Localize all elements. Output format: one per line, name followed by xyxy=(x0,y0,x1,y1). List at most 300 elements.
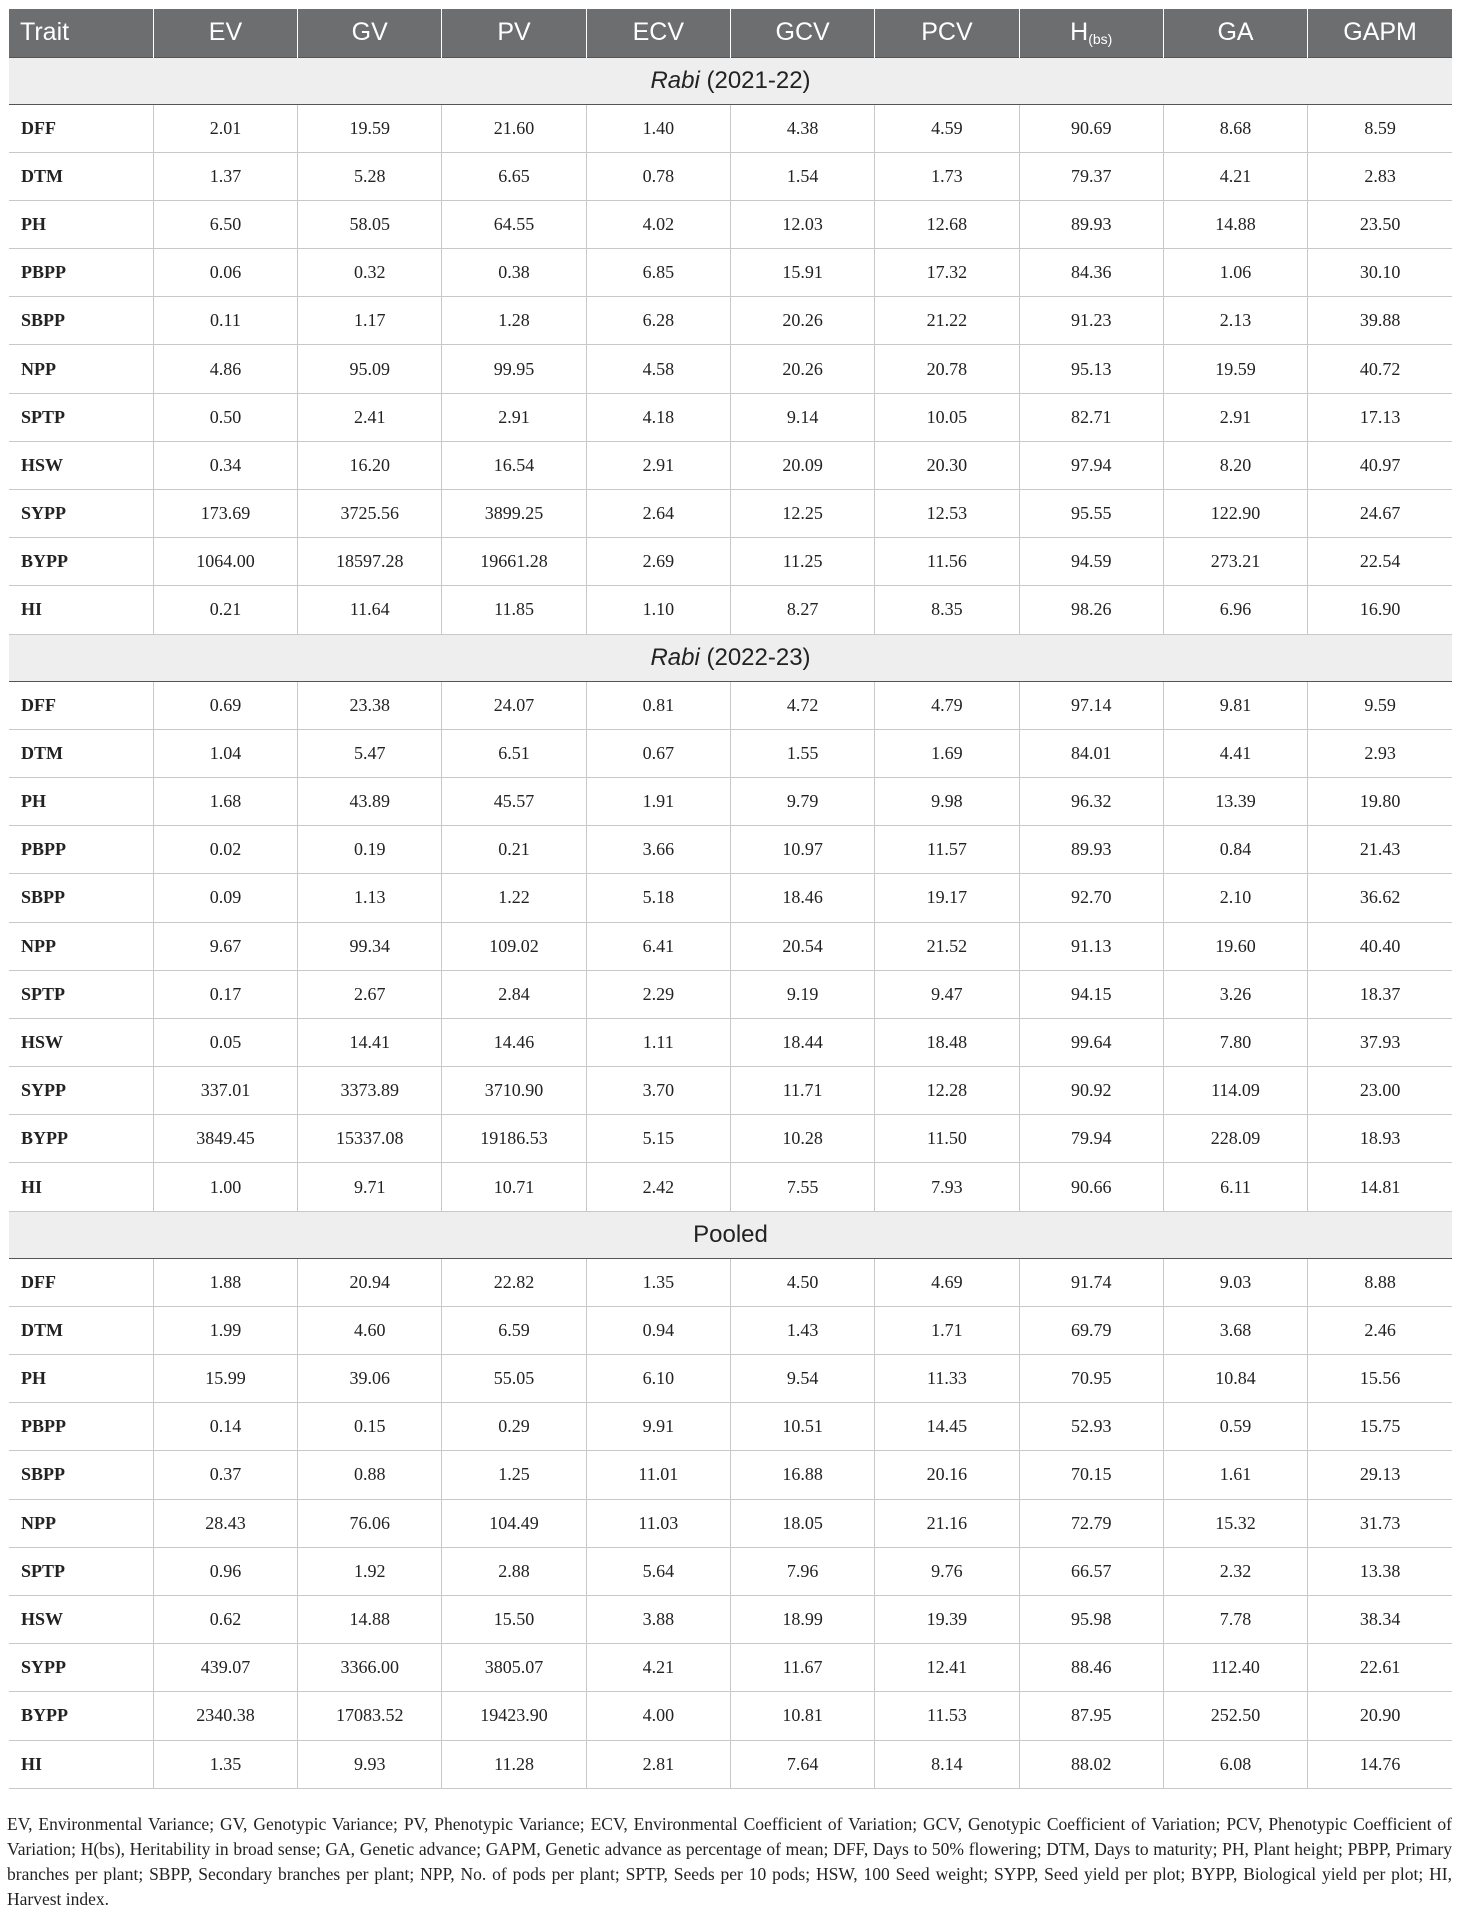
cell-pv: 19661.28 xyxy=(442,538,586,586)
cell-gcv: 12.25 xyxy=(730,490,874,538)
cell-gapm: 38.34 xyxy=(1308,1595,1452,1643)
table-row xyxy=(9,1644,1452,1692)
cell-pv: 11.28 xyxy=(442,1740,586,1788)
cell-pcv: 4.59 xyxy=(875,104,1019,152)
cell-hbs: 90.66 xyxy=(1019,1163,1163,1211)
cell-gapm: 22.61 xyxy=(1308,1644,1452,1692)
cell-ga: 273.21 xyxy=(1163,538,1307,586)
cell-hbs: 90.69 xyxy=(1019,104,1163,152)
cell-ev: 0.17 xyxy=(153,970,297,1018)
cell-gcv: 9.79 xyxy=(730,777,874,825)
cell-pcv: 18.48 xyxy=(875,1018,1019,1066)
cell-gapm: 29.13 xyxy=(1308,1451,1452,1499)
cell-pv: 15.50 xyxy=(442,1595,586,1643)
cell-pcv: 9.98 xyxy=(875,777,1019,825)
cell-hbs: 70.95 xyxy=(1019,1355,1163,1403)
table-row xyxy=(9,538,1452,586)
cell-ev: 1.35 xyxy=(153,1740,297,1788)
table-row xyxy=(9,1306,1452,1354)
cell-gv: 15337.08 xyxy=(298,1115,442,1163)
cell-ev: 0.14 xyxy=(153,1403,297,1451)
cell-pv: 1.25 xyxy=(442,1451,586,1499)
cell-ga: 1.06 xyxy=(1163,249,1307,297)
cell-gv: 23.38 xyxy=(298,681,442,729)
cell-gapm: 40.97 xyxy=(1308,441,1452,489)
cell-pv: 19423.90 xyxy=(442,1692,586,1740)
cell-pcv: 12.28 xyxy=(875,1067,1019,1115)
cell-gcv: 4.50 xyxy=(730,1258,874,1306)
cell-ga: 2.10 xyxy=(1163,874,1307,922)
cell-ecv: 1.91 xyxy=(586,777,730,825)
table-row xyxy=(9,1692,1452,1740)
cell-trait: NPP xyxy=(9,345,153,393)
cell-hbs: 98.26 xyxy=(1019,586,1163,634)
cell-trait: BYPP xyxy=(9,538,153,586)
table-row xyxy=(9,393,1452,441)
cell-pcv: 21.52 xyxy=(875,922,1019,970)
col-header-trait: Trait xyxy=(9,9,153,57)
cell-gv: 99.34 xyxy=(298,922,442,970)
cell-ecv: 1.11 xyxy=(586,1018,730,1066)
genetic-variability-table xyxy=(9,9,1452,1789)
cell-gv: 1.17 xyxy=(298,297,442,345)
section-header-row xyxy=(9,1211,1452,1258)
cell-pcv: 1.69 xyxy=(875,729,1019,777)
table-row xyxy=(9,1018,1452,1066)
cell-ecv: 2.64 xyxy=(586,490,730,538)
cell-ga: 9.03 xyxy=(1163,1258,1307,1306)
cell-trait: SYPP xyxy=(9,1644,153,1692)
cell-hbs: 95.55 xyxy=(1019,490,1163,538)
cell-ev: 1.00 xyxy=(153,1163,297,1211)
cell-gcv: 10.97 xyxy=(730,826,874,874)
table-row xyxy=(9,297,1452,345)
cell-pv: 1.28 xyxy=(442,297,586,345)
table-row xyxy=(9,970,1452,1018)
cell-hbs: 52.93 xyxy=(1019,1403,1163,1451)
cell-hbs: 92.70 xyxy=(1019,874,1163,922)
section-title xyxy=(9,634,1452,681)
cell-trait: NPP xyxy=(9,922,153,970)
cell-hbs: 69.79 xyxy=(1019,1306,1163,1354)
cell-gcv: 4.38 xyxy=(730,104,874,152)
cell-pcv: 11.57 xyxy=(875,826,1019,874)
table-container xyxy=(9,9,1452,1789)
cell-gapm: 8.88 xyxy=(1308,1258,1452,1306)
cell-ga: 4.41 xyxy=(1163,729,1307,777)
cell-pv: 6.59 xyxy=(442,1306,586,1354)
table-row xyxy=(9,104,1452,152)
table-row xyxy=(9,826,1452,874)
cell-gapm: 18.37 xyxy=(1308,970,1452,1018)
cell-trait: DTM xyxy=(9,1306,153,1354)
cell-ecv: 6.28 xyxy=(586,297,730,345)
table-row xyxy=(9,1355,1452,1403)
section-header-row xyxy=(9,57,1452,104)
cell-hbs: 91.13 xyxy=(1019,922,1163,970)
cell-pcv: 21.16 xyxy=(875,1499,1019,1547)
cell-gcv: 7.55 xyxy=(730,1163,874,1211)
cell-pcv: 19.17 xyxy=(875,874,1019,922)
cell-gcv: 7.96 xyxy=(730,1547,874,1595)
col-header-pv: PV xyxy=(442,9,586,57)
cell-gcv: 18.46 xyxy=(730,874,874,922)
cell-pv: 0.38 xyxy=(442,249,586,297)
cell-gv: 76.06 xyxy=(298,1499,442,1547)
cell-gv: 3366.00 xyxy=(298,1644,442,1692)
section-title-italic: Rabi xyxy=(650,643,700,671)
cell-trait: SBPP xyxy=(9,297,153,345)
cell-trait: SYPP xyxy=(9,1067,153,1115)
cell-ecv: 2.91 xyxy=(586,441,730,489)
cell-hbs: 94.15 xyxy=(1019,970,1163,1018)
cell-pcv: 10.05 xyxy=(875,393,1019,441)
section-title-rest: Pooled xyxy=(693,1220,768,1248)
cell-ecv: 2.69 xyxy=(586,538,730,586)
cell-pv: 109.02 xyxy=(442,922,586,970)
cell-pcv: 8.35 xyxy=(875,586,1019,634)
cell-ga: 10.84 xyxy=(1163,1355,1307,1403)
cell-gapm: 39.88 xyxy=(1308,297,1452,345)
cell-trait: SBPP xyxy=(9,1451,153,1499)
cell-ga: 228.09 xyxy=(1163,1115,1307,1163)
cell-ev: 1.04 xyxy=(153,729,297,777)
section-header-row xyxy=(9,634,1452,681)
cell-pcv: 11.56 xyxy=(875,538,1019,586)
col-header-hbs xyxy=(1019,9,1163,57)
cell-ev: 0.96 xyxy=(153,1547,297,1595)
col-header-pcv: PCV xyxy=(875,9,1019,57)
cell-ev: 0.05 xyxy=(153,1018,297,1066)
cell-hbs: 87.95 xyxy=(1019,1692,1163,1740)
cell-pv: 14.46 xyxy=(442,1018,586,1066)
cell-pcv: 19.39 xyxy=(875,1595,1019,1643)
cell-trait: SBPP xyxy=(9,874,153,922)
cell-ev: 1.37 xyxy=(153,152,297,200)
cell-ga: 2.13 xyxy=(1163,297,1307,345)
cell-gapm: 18.93 xyxy=(1308,1115,1452,1163)
cell-pv: 3710.90 xyxy=(442,1067,586,1115)
cell-pcv: 11.50 xyxy=(875,1115,1019,1163)
cell-gcv: 9.14 xyxy=(730,393,874,441)
cell-ga: 3.26 xyxy=(1163,970,1307,1018)
cell-ev: 1.88 xyxy=(153,1258,297,1306)
cell-gcv: 20.54 xyxy=(730,922,874,970)
cell-hbs: 89.93 xyxy=(1019,200,1163,248)
cell-ev: 439.07 xyxy=(153,1644,297,1692)
cell-gapm: 15.75 xyxy=(1308,1403,1452,1451)
table-row xyxy=(9,1163,1452,1211)
cell-pcv: 1.73 xyxy=(875,152,1019,200)
cell-gcv: 4.72 xyxy=(730,681,874,729)
cell-trait: HI xyxy=(9,586,153,634)
cell-gv: 43.89 xyxy=(298,777,442,825)
cell-ecv: 4.21 xyxy=(586,1644,730,1692)
cell-ev: 15.99 xyxy=(153,1355,297,1403)
cell-gcv: 9.19 xyxy=(730,970,874,1018)
cell-pv: 6.65 xyxy=(442,152,586,200)
cell-gv: 5.28 xyxy=(298,152,442,200)
cell-trait: HSW xyxy=(9,1018,153,1066)
cell-gv: 14.88 xyxy=(298,1595,442,1643)
cell-ecv: 0.94 xyxy=(586,1306,730,1354)
cell-gcv: 15.91 xyxy=(730,249,874,297)
cell-gv: 1.13 xyxy=(298,874,442,922)
cell-gapm: 15.56 xyxy=(1308,1355,1452,1403)
table-row xyxy=(9,200,1452,248)
table-row xyxy=(9,1547,1452,1595)
cell-ecv: 11.03 xyxy=(586,1499,730,1547)
cell-gapm: 23.00 xyxy=(1308,1067,1452,1115)
cell-gapm: 20.90 xyxy=(1308,1692,1452,1740)
cell-pv: 21.60 xyxy=(442,104,586,152)
cell-pv: 2.84 xyxy=(442,970,586,1018)
header-row xyxy=(9,9,1452,57)
cell-gv: 14.41 xyxy=(298,1018,442,1066)
section-title-rest: (2022-23) xyxy=(699,643,811,671)
cell-pv: 24.07 xyxy=(442,681,586,729)
cell-pcv: 20.78 xyxy=(875,345,1019,393)
cell-gv: 4.60 xyxy=(298,1306,442,1354)
cell-hbs: 82.71 xyxy=(1019,393,1163,441)
cell-trait: SYPP xyxy=(9,490,153,538)
cell-gapm: 2.46 xyxy=(1308,1306,1452,1354)
cell-hbs: 84.01 xyxy=(1019,729,1163,777)
cell-ga: 122.90 xyxy=(1163,490,1307,538)
cell-hbs: 66.57 xyxy=(1019,1547,1163,1595)
cell-ecv: 4.00 xyxy=(586,1692,730,1740)
cell-trait: DFF xyxy=(9,681,153,729)
cell-ecv: 6.85 xyxy=(586,249,730,297)
cell-ga: 7.78 xyxy=(1163,1595,1307,1643)
cell-trait: HSW xyxy=(9,1595,153,1643)
cell-pcv: 11.33 xyxy=(875,1355,1019,1403)
cell-ev: 0.02 xyxy=(153,826,297,874)
cell-pv: 0.29 xyxy=(442,1403,586,1451)
cell-ecv: 4.02 xyxy=(586,200,730,248)
cell-hbs: 95.13 xyxy=(1019,345,1163,393)
cell-ga: 14.88 xyxy=(1163,200,1307,248)
cell-gcv: 20.09 xyxy=(730,441,874,489)
cell-ecv: 1.40 xyxy=(586,104,730,152)
cell-ecv: 0.81 xyxy=(586,681,730,729)
cell-trait: PBPP xyxy=(9,249,153,297)
cell-pcv: 20.30 xyxy=(875,441,1019,489)
cell-gv: 9.93 xyxy=(298,1740,442,1788)
cell-gapm: 40.72 xyxy=(1308,345,1452,393)
cell-ecv: 3.88 xyxy=(586,1595,730,1643)
section-title-rest: (2021-22) xyxy=(699,66,811,94)
cell-ga: 19.60 xyxy=(1163,922,1307,970)
cell-pcv: 12.68 xyxy=(875,200,1019,248)
cell-ecv: 3.70 xyxy=(586,1067,730,1115)
cell-gapm: 14.76 xyxy=(1308,1740,1452,1788)
cell-trait: PH xyxy=(9,777,153,825)
cell-gcv: 11.71 xyxy=(730,1067,874,1115)
cell-ev: 0.09 xyxy=(153,874,297,922)
cell-ga: 6.96 xyxy=(1163,586,1307,634)
cell-ev: 0.37 xyxy=(153,1451,297,1499)
cell-gcv: 20.26 xyxy=(730,297,874,345)
table-row xyxy=(9,1115,1452,1163)
cell-pv: 64.55 xyxy=(442,200,586,248)
table-footnote: EV, Environmental Variance; GV, Genotypic Variance; PV, Phenotypic Variance; ECV, Environmental Coefficient of Variation; GCV, Genotypic Coefficient of Variation; PCV, Phenotypic Coefficient of Variation; H(bs), Heritability in broad sense; GA, Genetic advance; GAPM, Genetic advance as percentage of mean; DFF, Days to 50% flowering; DTM, Days to maturity; PH, Plant height; PBPP, Primary branches per plant; SBPP, Secondary branches per plant; NPP, No. of pods per plant; SPTP, Seeds per 10 pods; HSW, 100 Seed weight; SYPP, Seed yield per plot; BYPP, Biological yield per plot; HI, Harvest index. xyxy=(7,1814,1452,1909)
cell-ga: 2.91 xyxy=(1163,393,1307,441)
cell-pv: 1.22 xyxy=(442,874,586,922)
cell-hbs: 97.14 xyxy=(1019,681,1163,729)
cell-ecv: 5.18 xyxy=(586,874,730,922)
cell-gcv: 10.51 xyxy=(730,1403,874,1451)
cell-gcv: 10.81 xyxy=(730,1692,874,1740)
cell-pv: 104.49 xyxy=(442,1499,586,1547)
cell-ecv: 0.78 xyxy=(586,152,730,200)
cell-pv: 3805.07 xyxy=(442,1644,586,1692)
cell-gv: 18597.28 xyxy=(298,538,442,586)
cell-pcv: 17.32 xyxy=(875,249,1019,297)
cell-gapm: 14.81 xyxy=(1308,1163,1452,1211)
table-row xyxy=(9,874,1452,922)
cell-hbs: 91.74 xyxy=(1019,1258,1163,1306)
cell-ga: 1.61 xyxy=(1163,1451,1307,1499)
cell-gcv: 18.99 xyxy=(730,1595,874,1643)
cell-gv: 0.15 xyxy=(298,1403,442,1451)
cell-ev: 0.50 xyxy=(153,393,297,441)
cell-pv: 16.54 xyxy=(442,441,586,489)
cell-gcv: 1.43 xyxy=(730,1306,874,1354)
cell-ev: 9.67 xyxy=(153,922,297,970)
cell-pcv: 14.45 xyxy=(875,1403,1019,1451)
cell-hbs: 96.32 xyxy=(1019,777,1163,825)
cell-gapm: 16.90 xyxy=(1308,586,1452,634)
cell-pcv: 1.71 xyxy=(875,1306,1019,1354)
table-row xyxy=(9,729,1452,777)
cell-gapm: 17.13 xyxy=(1308,393,1452,441)
cell-pv: 11.85 xyxy=(442,586,586,634)
cell-gv: 17083.52 xyxy=(298,1692,442,1740)
cell-hbs: 99.64 xyxy=(1019,1018,1163,1066)
cell-gcv: 18.05 xyxy=(730,1499,874,1547)
cell-trait: PH xyxy=(9,200,153,248)
cell-hbs: 79.94 xyxy=(1019,1115,1163,1163)
table-row xyxy=(9,586,1452,634)
cell-ga: 6.11 xyxy=(1163,1163,1307,1211)
cell-ev: 4.86 xyxy=(153,345,297,393)
cell-gv: 9.71 xyxy=(298,1163,442,1211)
table-row xyxy=(9,490,1452,538)
cell-ecv: 1.35 xyxy=(586,1258,730,1306)
cell-pv: 2.91 xyxy=(442,393,586,441)
cell-gv: 0.32 xyxy=(298,249,442,297)
cell-gcv: 9.54 xyxy=(730,1355,874,1403)
cell-gapm: 36.62 xyxy=(1308,874,1452,922)
cell-hbs: 72.79 xyxy=(1019,1499,1163,1547)
cell-pcv: 11.53 xyxy=(875,1692,1019,1740)
cell-ev: 0.62 xyxy=(153,1595,297,1643)
cell-ga: 15.32 xyxy=(1163,1499,1307,1547)
cell-gv: 0.88 xyxy=(298,1451,442,1499)
cell-ecv: 5.64 xyxy=(586,1547,730,1595)
cell-trait: HI xyxy=(9,1740,153,1788)
cell-gcv: 16.88 xyxy=(730,1451,874,1499)
cell-ecv: 4.58 xyxy=(586,345,730,393)
cell-gv: 2.41 xyxy=(298,393,442,441)
cell-pv: 10.71 xyxy=(442,1163,586,1211)
cell-ga: 114.09 xyxy=(1163,1067,1307,1115)
cell-trait: DTM xyxy=(9,152,153,200)
cell-gapm: 24.67 xyxy=(1308,490,1452,538)
cell-ev: 0.34 xyxy=(153,441,297,489)
cell-gcv: 18.44 xyxy=(730,1018,874,1066)
cell-ga: 9.81 xyxy=(1163,681,1307,729)
table-row xyxy=(9,922,1452,970)
cell-trait: PBPP xyxy=(9,826,153,874)
cell-hbs: 70.15 xyxy=(1019,1451,1163,1499)
table-row xyxy=(9,681,1452,729)
cell-ev: 1.68 xyxy=(153,777,297,825)
cell-gapm: 30.10 xyxy=(1308,249,1452,297)
cell-trait: SPTP xyxy=(9,393,153,441)
cell-gcv: 1.54 xyxy=(730,152,874,200)
table-row xyxy=(9,1067,1452,1115)
cell-gv: 3373.89 xyxy=(298,1067,442,1115)
cell-gcv: 7.64 xyxy=(730,1740,874,1788)
cell-gv: 58.05 xyxy=(298,200,442,248)
cell-gv: 0.19 xyxy=(298,826,442,874)
cell-gapm: 37.93 xyxy=(1308,1018,1452,1066)
cell-trait: HI xyxy=(9,1163,153,1211)
cell-pv: 22.82 xyxy=(442,1258,586,1306)
cell-trait: DFF xyxy=(9,104,153,152)
cell-ecv: 0.67 xyxy=(586,729,730,777)
cell-ecv: 6.41 xyxy=(586,922,730,970)
cell-trait: BYPP xyxy=(9,1692,153,1740)
cell-ev: 2.01 xyxy=(153,104,297,152)
cell-ecv: 1.10 xyxy=(586,586,730,634)
cell-trait: PH xyxy=(9,1355,153,1403)
cell-ga: 7.80 xyxy=(1163,1018,1307,1066)
cell-pv: 19186.53 xyxy=(442,1115,586,1163)
cell-gapm: 2.93 xyxy=(1308,729,1452,777)
cell-gapm: 13.38 xyxy=(1308,1547,1452,1595)
cell-pcv: 4.79 xyxy=(875,681,1019,729)
table-row xyxy=(9,1403,1452,1451)
cell-hbs: 79.37 xyxy=(1019,152,1163,200)
cell-gapm: 23.50 xyxy=(1308,200,1452,248)
cell-pcv: 7.93 xyxy=(875,1163,1019,1211)
cell-pcv: 4.69 xyxy=(875,1258,1019,1306)
cell-gapm: 22.54 xyxy=(1308,538,1452,586)
cell-pv: 3899.25 xyxy=(442,490,586,538)
cell-ev: 0.21 xyxy=(153,586,297,634)
cell-trait: SPTP xyxy=(9,970,153,1018)
cell-trait: HSW xyxy=(9,441,153,489)
col-header-h-subscript: (bs) xyxy=(1088,31,1113,48)
cell-hbs: 90.92 xyxy=(1019,1067,1163,1115)
cell-gcv: 20.26 xyxy=(730,345,874,393)
cell-ev: 1064.00 xyxy=(153,538,297,586)
cell-gapm: 2.83 xyxy=(1308,152,1452,200)
table-row xyxy=(9,441,1452,489)
cell-gcv: 11.25 xyxy=(730,538,874,586)
cell-gcv: 10.28 xyxy=(730,1115,874,1163)
cell-ecv: 3.66 xyxy=(586,826,730,874)
cell-trait: BYPP xyxy=(9,1115,153,1163)
cell-ga: 0.59 xyxy=(1163,1403,1307,1451)
cell-ga: 8.20 xyxy=(1163,441,1307,489)
cell-gv: 16.20 xyxy=(298,441,442,489)
cell-ev: 28.43 xyxy=(153,1499,297,1547)
cell-hbs: 89.93 xyxy=(1019,826,1163,874)
